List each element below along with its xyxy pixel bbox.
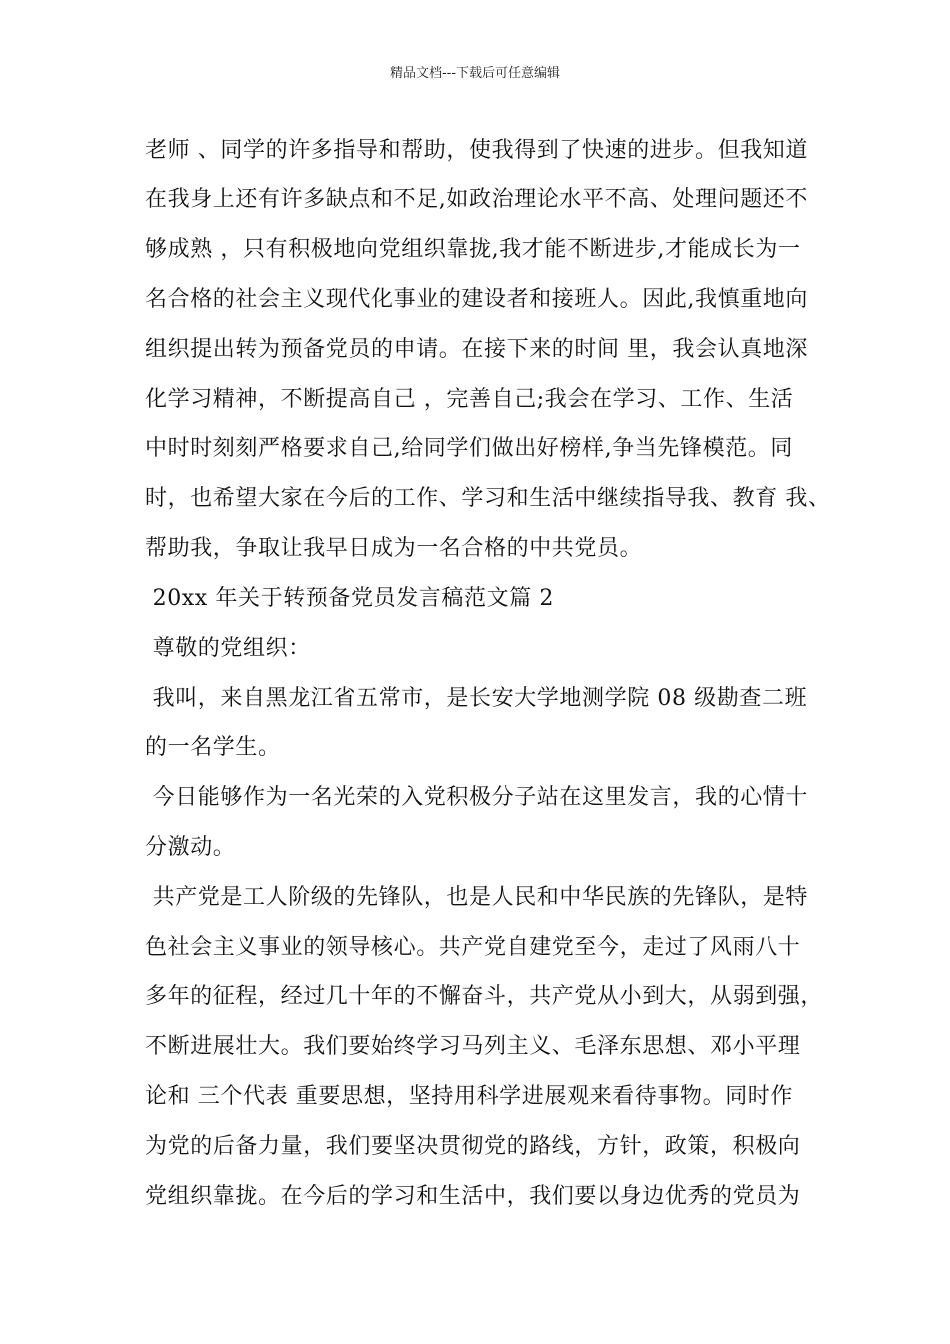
text-line: 化学习精神，不断提高自己 ，完善自己;我会在学习、工作、生活 xyxy=(145,387,794,412)
text-line: 我叫，来自黑龙江省五常市，是长安大学地测学院 08 级勘查二班 xyxy=(145,686,808,711)
text-line: 色社会主义事业的领导核心。共产党自建党至今，走过了风雨八十 xyxy=(145,935,801,960)
salutation: 尊敬的党组织： xyxy=(145,636,311,661)
text-line: 共产党是工人阶级的先锋队，也是人民和中华民族的先锋队，是特 xyxy=(145,885,808,910)
text-line: 论和 三个代表 重要思想，坚持用科学进展观来看待事物。同时作 xyxy=(145,1084,793,1109)
text-line: 不断进展壮大。我们要始终学习马列主义、毛泽东思想、邓小平理 xyxy=(145,1034,801,1059)
text-line: 名合格的社会主义现代化事业的建设者和接班人。因此,我慎重地向 xyxy=(145,287,808,312)
text-line: 为党的后备力量，我们要坚决贯彻党的路线，方针，政策，积极向 xyxy=(145,1134,801,1159)
section-title: 20xx 年关于转预备党员发言稿范文篇 2 xyxy=(145,586,554,611)
text-line: 的一名学生。 xyxy=(145,735,281,760)
page-header: 精品文档---下载后可任意编辑 xyxy=(389,66,561,81)
text-line: 组织提出转为预备党员的申请。在接下来的时间 里，我会认真地深 xyxy=(145,337,808,362)
text-line: 老师 、同学的许多指导和帮助，使我得到了快速的进步。但我知道 xyxy=(145,138,808,163)
text-line: 分激动。 xyxy=(145,835,236,860)
text-line: 时，也希望大家在今后的工作、学习和生活中继续指导我、教育 我、 xyxy=(145,486,831,511)
text-line: 在我身上还有许多缺点和不足,如政治理论水平不高、处理问题还不 xyxy=(145,187,808,212)
text-line: 帮助我，争取让我早日成为一名合格的中共党员。 xyxy=(145,536,643,561)
text-line: 党组织靠拢。在今后的学习和生活中，我们要以身边优秀的党员为 xyxy=(145,1184,801,1209)
text-line: 够成熟 ，只有积极地向党组织靠拢,我才能不断进步,才能成长为一 xyxy=(145,237,801,262)
text-line: 多年的征程，经过几十年的不懈奋斗，共产党从小到大，从弱到强， xyxy=(145,984,824,1009)
text-line: 中时时刻刻严格要求自己,给同学们做出好榜样,争当先锋模范。同 xyxy=(145,436,793,461)
text-line: 今日能够作为一名光荣的入党积极分子站在这里发言，我的心情十 xyxy=(145,785,808,810)
